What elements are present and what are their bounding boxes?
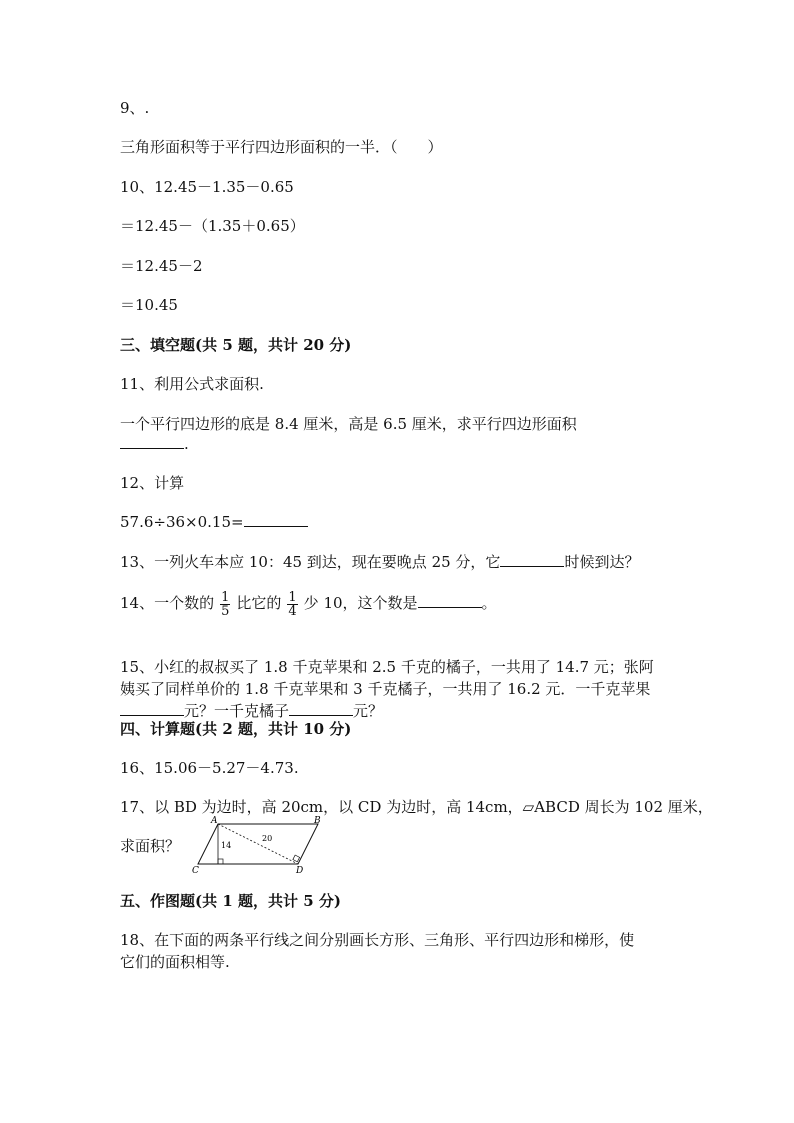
q15-orange-blank[interactable]	[289, 701, 353, 716]
section-5-heading: 五、作图题(共 1 题，共计 5 分)	[120, 892, 341, 910]
q9-statement: 三角形面积等于平行四边形面积的一半．（ ）	[120, 138, 443, 156]
q10-line-1: 10、12.45－1.35－0.65	[120, 178, 294, 196]
q10-line-3: ＝12.45－2	[120, 257, 203, 275]
q14-text-d: 。	[481, 594, 497, 612]
right-angle-mark-2	[293, 855, 300, 862]
q12-line	[120, 512, 308, 532]
section-4-heading: 四、计算题(共 2 题，共计 10 分)	[120, 720, 352, 738]
label-b: B	[314, 816, 321, 826]
q15-line-3	[120, 701, 383, 721]
q15-text-b: 元？	[353, 702, 384, 720]
q13-text-a: 13、一列火车本应 10：45 到达，现在要晚点 25 分，它	[120, 553, 501, 571]
fraction-one-fourth	[287, 591, 297, 618]
q11-title: 11、利用公式求面积.	[120, 375, 264, 393]
q15-line-1: 15、小红的叔叔买了 1.8 千克苹果和 2.5 千克的橘子，一共用了 14.7 元；张阿	[120, 658, 654, 676]
right-angle-mark-1	[218, 859, 223, 864]
q14-line	[120, 588, 497, 618]
q11-text: 一个平行四边形的底是 8.4 厘米，高是 6.5 厘米，求平行四边形面积	[120, 415, 577, 433]
q12-blank[interactable]	[244, 512, 308, 527]
fraction-one-fifth	[220, 591, 230, 618]
q11-answer-line	[120, 434, 189, 454]
q12-expression: 57.6÷36×0.15=	[120, 513, 244, 531]
label-diagonal-20: 20	[262, 834, 273, 843]
q18-line-2: 它们的面积相等.	[120, 953, 230, 971]
q13-text-b: 时候到达？	[564, 553, 640, 571]
label-a: A	[211, 816, 218, 826]
q11-end: .	[184, 435, 189, 453]
q10-line-2: ＝12.45－（1.35＋0.65）	[120, 217, 305, 235]
q15-apple-blank[interactable]	[120, 701, 184, 716]
q14-text-c: 少 10，这个数是	[303, 594, 418, 612]
label-c: C	[192, 866, 199, 874]
label-d: D	[296, 866, 304, 874]
q13-line	[120, 552, 639, 572]
fraction-1-numerator: 1	[221, 589, 230, 605]
q11-blank[interactable]	[120, 434, 184, 449]
parallelogram-figure	[192, 816, 322, 874]
fraction-1-denominator: 5	[221, 603, 230, 619]
q12-title: 12、计算	[120, 474, 185, 492]
q14-blank[interactable]	[418, 593, 482, 608]
section-3-heading: 三、填空题(共 5 题，共计 20 分)	[120, 336, 352, 354]
q18-line-1: 18、在下面的两条平行线之间分别画长方形、三角形、平行四边形和梯形，使	[120, 931, 635, 949]
q14-text-a: 14、一个数的	[120, 594, 215, 612]
q15-line-2: 姨买了同样单价的 1.8 千克苹果和 3 千克橘子，一共用了 16.2 元．一千克苹果	[120, 680, 651, 698]
fraction-2-denominator: 4	[288, 603, 297, 619]
q13-blank[interactable]	[500, 552, 564, 567]
q9-number: 9、.	[120, 99, 150, 117]
q16-text: 16、15.06－5.27－4.73.	[120, 759, 299, 777]
q15-text-a: 元？一千克橘子	[184, 702, 290, 720]
q17-line-2: 求面积？	[120, 837, 181, 855]
fraction-2-numerator: 1	[288, 589, 297, 605]
q17-line-1: 17、以 BD 为边时，高 20cm，以 CD 为边时，高 14cm，▱ABCD 周长为 102 厘米，	[120, 798, 713, 816]
q10-line-4: ＝10.45	[120, 296, 178, 314]
q14-text-b: 比它的	[236, 594, 282, 612]
label-height-14: 14	[221, 841, 232, 850]
